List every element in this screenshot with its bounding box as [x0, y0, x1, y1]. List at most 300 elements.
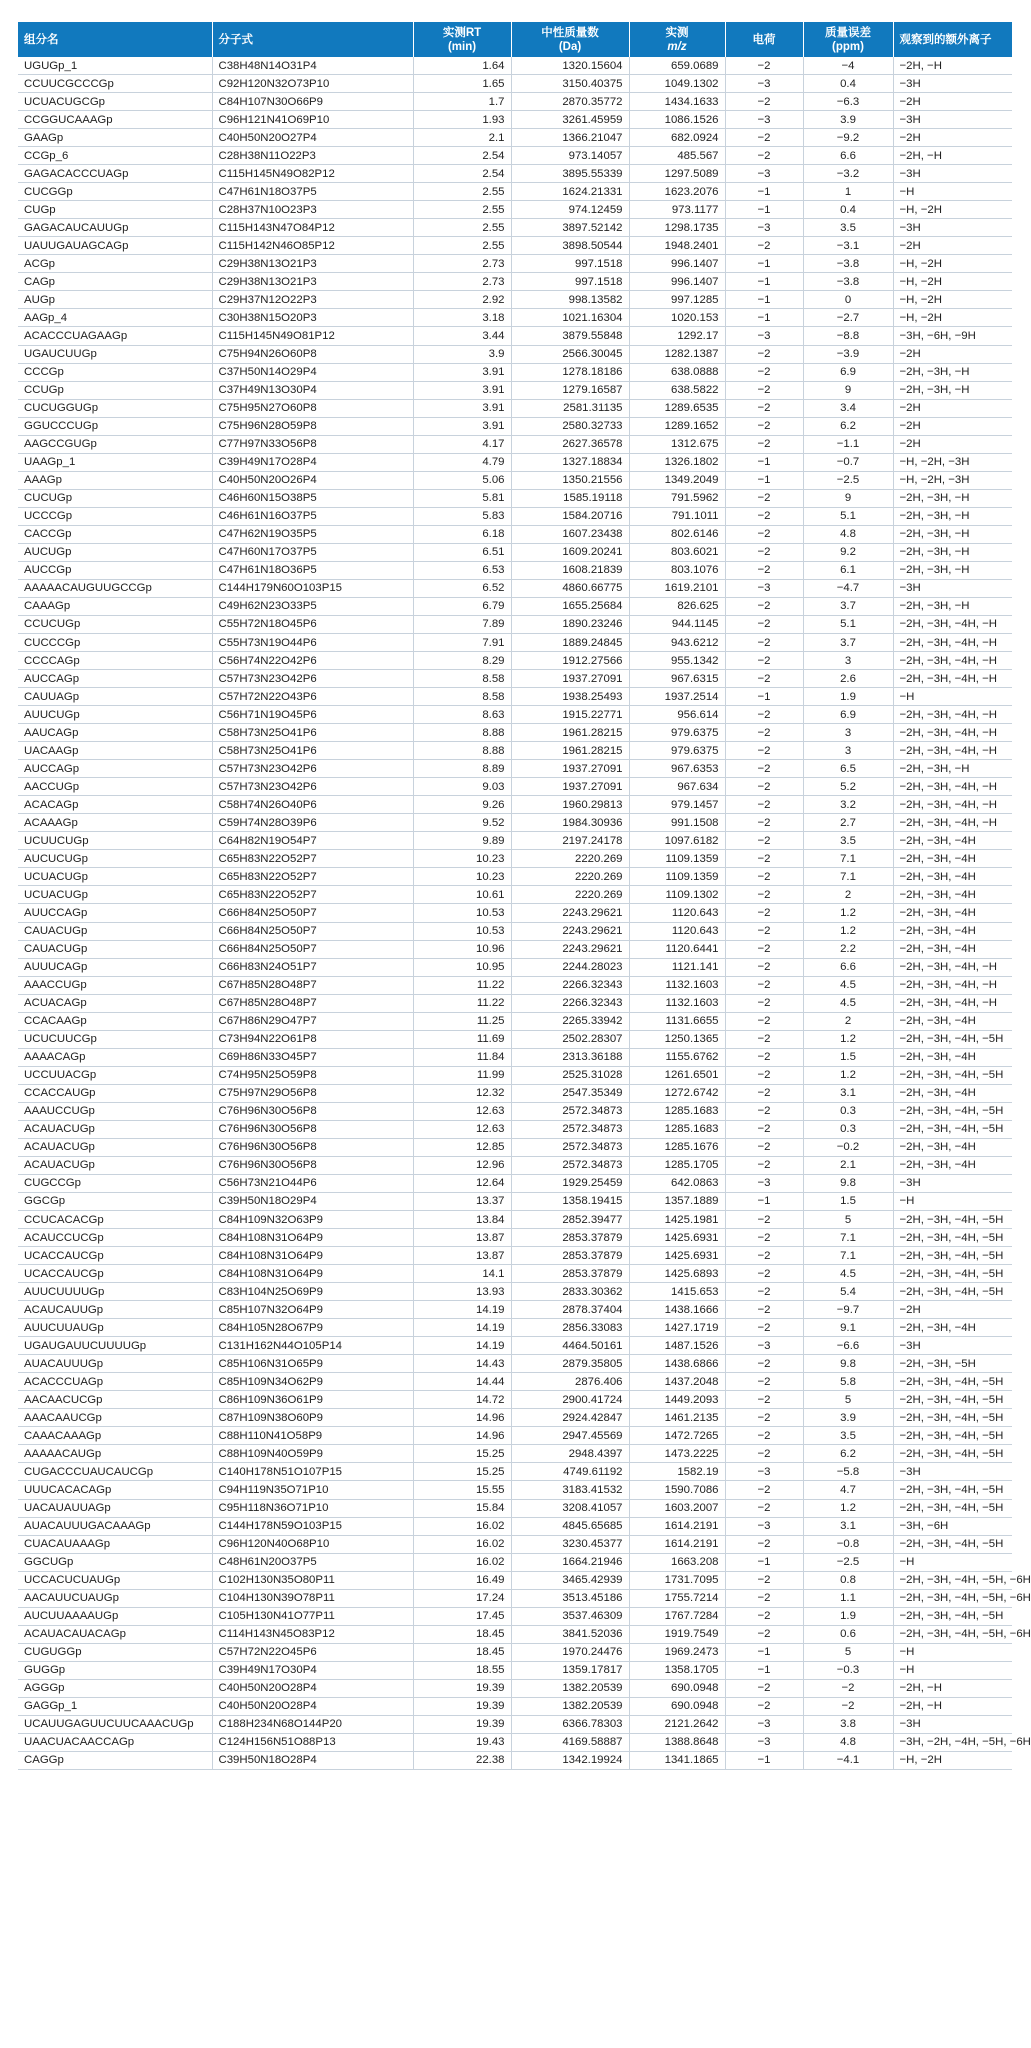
- cell-name: CCACAAGp: [18, 1012, 212, 1030]
- cell-formula: C76H96N30O56P8: [212, 1156, 413, 1174]
- table-row: [18, 1535, 1012, 1553]
- cell-mass: 1358.19415: [511, 1192, 629, 1210]
- cell-charge: −2: [725, 778, 803, 796]
- table-row: [18, 1625, 1012, 1643]
- cell-charge: −3: [725, 579, 803, 597]
- cell-error: 6.2: [803, 1445, 893, 1463]
- cell-mz: 956.614: [629, 706, 725, 724]
- table-row: [18, 1192, 1012, 1210]
- table-row: [18, 309, 1012, 327]
- table-row: [18, 760, 1012, 778]
- cell-formula: C95H118N36O71P10: [212, 1499, 413, 1517]
- cell-mass: 2566.30045: [511, 345, 629, 363]
- cell-charge: −2: [725, 93, 803, 111]
- cell-mz: 1623.2076: [629, 183, 725, 201]
- cell-rt: 1.93: [413, 111, 511, 129]
- cell-error: 1.5: [803, 1192, 893, 1210]
- table-row: [18, 1733, 1012, 1751]
- table-row: [18, 1643, 1012, 1661]
- table-row: [18, 417, 1012, 435]
- cell-mz: 791.5962: [629, 489, 725, 507]
- cell-formula: C76H96N30O56P8: [212, 1138, 413, 1156]
- cell-error: 4.5: [803, 1265, 893, 1283]
- cell-formula: C74H95N25O59P8: [212, 1066, 413, 1084]
- cell-ions: −2H, −3H, −4H, −5H: [893, 1283, 1012, 1301]
- table-row: [18, 165, 1012, 183]
- cell-mz: 1969.2473: [629, 1643, 725, 1661]
- cell-rt: 13.87: [413, 1229, 511, 1247]
- table-row: [18, 489, 1012, 507]
- cell-mz: 1020.153: [629, 309, 725, 327]
- table-row: [18, 1481, 1012, 1499]
- cell-mz: 1109.1359: [629, 850, 725, 868]
- cell-formula: C75H96N28O59P8: [212, 417, 413, 435]
- cell-ions: −2H, −3H, −H: [893, 760, 1012, 778]
- cell-mass: 1889.24845: [511, 634, 629, 652]
- cell-formula: C46H61N16O37P5: [212, 507, 413, 525]
- cell-name: CCCGp: [18, 363, 212, 381]
- cell-mz: 826.625: [629, 597, 725, 615]
- cell-charge: −2: [725, 742, 803, 760]
- cell-formula: C76H96N30O56P8: [212, 1102, 413, 1120]
- cell-formula: C39H49N17O30P4: [212, 1661, 413, 1679]
- table-row: [18, 1174, 1012, 1192]
- cell-mz: 638.0888: [629, 363, 725, 381]
- cell-charge: −2: [725, 1283, 803, 1301]
- cell-mass: 2244.28023: [511, 958, 629, 976]
- cell-error: −0.2: [803, 1138, 893, 1156]
- cell-error: −2.5: [803, 471, 893, 489]
- cell-charge: −2: [725, 940, 803, 958]
- cell-rt: 16.02: [413, 1535, 511, 1553]
- header-row: [18, 22, 1012, 57]
- cell-mz: 1097.6182: [629, 832, 725, 850]
- cell-charge: −2: [725, 561, 803, 579]
- cell-mass: 1342.19924: [511, 1751, 629, 1769]
- cell-rt: 14.19: [413, 1301, 511, 1319]
- cell-ions: −2H, −3H, −4H, −H: [893, 814, 1012, 832]
- cell-ions: −2H, −3H, −4H, −H: [893, 778, 1012, 796]
- cell-ions: −H: [893, 688, 1012, 706]
- cell-mass: 1382.20539: [511, 1679, 629, 1697]
- cell-charge: −2: [725, 147, 803, 165]
- table-row: [18, 1030, 1012, 1048]
- cell-mz: 1438.1666: [629, 1301, 725, 1319]
- cell-mz: 955.1342: [629, 652, 725, 670]
- cell-rt: 11.84: [413, 1048, 511, 1066]
- cell-ions: −2H, −H: [893, 57, 1012, 75]
- cell-rt: 2.55: [413, 237, 511, 255]
- cell-name: AUCUGp: [18, 543, 212, 561]
- cell-mz: 1425.1981: [629, 1211, 725, 1229]
- table-row: [18, 1391, 1012, 1409]
- cell-name: UCCACUCUAUGp: [18, 1571, 212, 1589]
- cell-mass: 3895.55339: [511, 165, 629, 183]
- cell-mass: 1350.21556: [511, 471, 629, 489]
- cell-mz: 1425.6931: [629, 1247, 725, 1265]
- cell-mass: 1021.16304: [511, 309, 629, 327]
- cell-mz: 682.0924: [629, 129, 725, 147]
- cell-mass: 1664.21946: [511, 1553, 629, 1571]
- cell-ions: −H: [893, 183, 1012, 201]
- cell-rt: 19.39: [413, 1697, 511, 1715]
- cell-formula: C65H83N22O52P7: [212, 850, 413, 868]
- cell-charge: −2: [725, 1571, 803, 1589]
- cell-charge: −2: [725, 886, 803, 904]
- cell-error: 0.4: [803, 201, 893, 219]
- cell-rt: 8.63: [413, 706, 511, 724]
- cell-rt: 14.96: [413, 1409, 511, 1427]
- cell-formula: C104H130N39O78P11: [212, 1589, 413, 1607]
- cell-name: GGCGp: [18, 1192, 212, 1210]
- cell-mass: 1937.27091: [511, 670, 629, 688]
- cell-mass: 1585.19118: [511, 489, 629, 507]
- cell-formula: C96H121N41O69P10: [212, 111, 413, 129]
- cell-name: AUCCAGp: [18, 760, 212, 778]
- cell-name: CCUCUGp: [18, 615, 212, 633]
- cell-name: AAGp_4: [18, 309, 212, 327]
- cell-mz: 803.1076: [629, 561, 725, 579]
- cell-error: −2.7: [803, 309, 893, 327]
- cell-ions: −2H, −3H, −4H, −5H, −6H: [893, 1571, 1012, 1589]
- cell-mass: 2581.31135: [511, 399, 629, 417]
- cell-rt: 2.92: [413, 291, 511, 309]
- cell-mz: 979.1457: [629, 796, 725, 814]
- table-row: [18, 111, 1012, 129]
- data-table-container: [18, 22, 1031, 1770]
- table-row: [18, 742, 1012, 760]
- cell-formula: C75H94N26O60P8: [212, 345, 413, 363]
- cell-ions: −2H, −3H, −4H: [893, 922, 1012, 940]
- cell-rt: 15.84: [413, 1499, 511, 1517]
- cell-mz: 967.6315: [629, 670, 725, 688]
- cell-mz: 1427.1719: [629, 1319, 725, 1337]
- cell-ions: −2H, −3H, −4H, −5H: [893, 1102, 1012, 1120]
- cell-ions: −2H: [893, 345, 1012, 363]
- cell-rt: 12.32: [413, 1084, 511, 1102]
- cell-charge: −2: [725, 850, 803, 868]
- cell-mass: 2502.28307: [511, 1030, 629, 1048]
- cell-name: UAUUGAUAGCAGp: [18, 237, 212, 255]
- cell-formula: C66H83N24O51P7: [212, 958, 413, 976]
- cell-name: AUUCUUAUGp: [18, 1319, 212, 1337]
- cell-ions: −2H, −3H, −4H, −H: [893, 742, 1012, 760]
- cell-name: GAGGp_1: [18, 1697, 212, 1715]
- cell-error: −9.2: [803, 129, 893, 147]
- cell-rt: 6.52: [413, 579, 511, 597]
- cell-name: ACAUACAUACAGp: [18, 1625, 212, 1643]
- cell-mass: 6366.78303: [511, 1715, 629, 1733]
- cell-mass: 2852.39477: [511, 1211, 629, 1229]
- cell-formula: C28H37N10O23P3: [212, 201, 413, 219]
- cell-charge: −2: [725, 958, 803, 976]
- header-error: 质量误差 (ppm): [803, 22, 893, 57]
- cell-formula: C47H61N18O36P5: [212, 561, 413, 579]
- cell-formula: C38H48N14O31P4: [212, 57, 413, 75]
- cell-error: 4.7: [803, 1481, 893, 1499]
- cell-mass: 4860.66775: [511, 579, 629, 597]
- cell-formula: C65H83N22O52P7: [212, 868, 413, 886]
- cell-error: −6.3: [803, 93, 893, 111]
- cell-mz: 1289.1652: [629, 417, 725, 435]
- cell-ions: −2H, −3H, −4H: [893, 886, 1012, 904]
- cell-ions: −2H: [893, 435, 1012, 453]
- cell-ions: −3H: [893, 75, 1012, 93]
- table-row: [18, 796, 1012, 814]
- table-row: [18, 1048, 1012, 1066]
- cell-ions: −2H, −3H, −4H, −5H: [893, 1445, 1012, 1463]
- cell-error: 2.6: [803, 670, 893, 688]
- table-row: [18, 1499, 1012, 1517]
- table-row: [18, 940, 1012, 958]
- cell-name: UCUUCUGp: [18, 832, 212, 850]
- cell-charge: −2: [725, 1156, 803, 1174]
- cell-charge: −1: [725, 1643, 803, 1661]
- cell-rt: 2.54: [413, 165, 511, 183]
- cell-ions: −2H, −3H, −4H, −5H: [893, 1607, 1012, 1625]
- cell-charge: −2: [725, 994, 803, 1012]
- cell-rt: 4.17: [413, 435, 511, 453]
- cell-mass: 973.14057: [511, 147, 629, 165]
- cell-rt: 6.18: [413, 525, 511, 543]
- table-row: [18, 886, 1012, 904]
- cell-name: GUGGp: [18, 1661, 212, 1679]
- cell-error: 3: [803, 652, 893, 670]
- cell-rt: 4.79: [413, 453, 511, 471]
- cell-error: 1.2: [803, 904, 893, 922]
- cell-mass: 997.1518: [511, 273, 629, 291]
- cell-rt: 3.9: [413, 345, 511, 363]
- cell-mz: 1285.1705: [629, 1156, 725, 1174]
- cell-charge: −2: [725, 1373, 803, 1391]
- cell-ions: −2H, −3H, −4H: [893, 832, 1012, 850]
- cell-ions: −2H, −3H, −4H, −5H: [893, 1535, 1012, 1553]
- cell-ions: −2H, −3H, −H: [893, 597, 1012, 615]
- cell-formula: C115H143N47O84P12: [212, 219, 413, 237]
- cell-mz: 690.0948: [629, 1679, 725, 1697]
- table-row: [18, 1102, 1012, 1120]
- cell-ions: −H, −2H, −3H: [893, 471, 1012, 489]
- header-rt: 实测RT (min): [413, 22, 511, 57]
- cell-mz: 1109.1359: [629, 868, 725, 886]
- cell-charge: −2: [725, 814, 803, 832]
- table-row: [18, 57, 1012, 75]
- cell-ions: −2H, −H: [893, 1697, 1012, 1715]
- cell-charge: −3: [725, 1517, 803, 1535]
- cell-error: 3.9: [803, 111, 893, 129]
- cell-error: 3.7: [803, 597, 893, 615]
- cell-charge: −2: [725, 652, 803, 670]
- cell-rt: 14.19: [413, 1337, 511, 1355]
- cell-name: AGGGp: [18, 1679, 212, 1697]
- cell-name: CUCUGp: [18, 489, 212, 507]
- cell-mz: 1326.1802: [629, 453, 725, 471]
- cell-charge: −2: [725, 1535, 803, 1553]
- cell-error: 6.5: [803, 760, 893, 778]
- cell-formula: C84H108N31O64P9: [212, 1265, 413, 1283]
- table-row: [18, 724, 1012, 742]
- cell-formula: C58H73N25O41P6: [212, 724, 413, 742]
- cell-charge: −3: [725, 1463, 803, 1481]
- cell-name: AAACCUGp: [18, 976, 212, 994]
- cell-rt: 13.87: [413, 1247, 511, 1265]
- table-row: [18, 543, 1012, 561]
- cell-mz: 1109.1302: [629, 886, 725, 904]
- cell-error: 9.8: [803, 1174, 893, 1192]
- cell-name: AUCUUAAAAUGp: [18, 1607, 212, 1625]
- table-row: [18, 201, 1012, 219]
- cell-mz: 1434.1633: [629, 93, 725, 111]
- cell-error: 1.9: [803, 688, 893, 706]
- cell-mz: 979.6375: [629, 742, 725, 760]
- cell-rt: 11.25: [413, 1012, 511, 1030]
- cell-error: −2: [803, 1697, 893, 1715]
- cell-charge: −1: [725, 688, 803, 706]
- cell-name: CAGGp: [18, 1751, 212, 1769]
- cell-mass: 3230.45377: [511, 1535, 629, 1553]
- cell-mz: 1473.2225: [629, 1445, 725, 1463]
- cell-formula: C65H83N22O52P7: [212, 886, 413, 904]
- table-row: [18, 1283, 1012, 1301]
- cell-charge: −2: [725, 868, 803, 886]
- cell-name: CUGACCCUAUCAUCGp: [18, 1463, 212, 1481]
- cell-formula: C75H97N29O56P8: [212, 1084, 413, 1102]
- table-body: [18, 57, 1031, 1769]
- cell-rt: 14.44: [413, 1373, 511, 1391]
- table-row: [18, 471, 1012, 489]
- cell-mz: 996.1407: [629, 273, 725, 291]
- cell-name: ACGp: [18, 255, 212, 273]
- cell-formula: C56H73N21O44P6: [212, 1174, 413, 1192]
- cell-ions: −2H, −3H, −4H, −H: [893, 724, 1012, 742]
- table-row: [18, 183, 1012, 201]
- cell-error: −2: [803, 1679, 893, 1697]
- cell-rt: 18.45: [413, 1643, 511, 1661]
- cell-ions: −2H: [893, 399, 1012, 417]
- cell-name: AUUCUUUUGp: [18, 1283, 212, 1301]
- cell-formula: C40H50N20O26P4: [212, 471, 413, 489]
- cell-mass: 2525.31028: [511, 1066, 629, 1084]
- cell-rt: 19.39: [413, 1679, 511, 1697]
- cell-rt: 6.51: [413, 543, 511, 561]
- table-row: [18, 832, 1012, 850]
- cell-name: GAGACACCCUAGp: [18, 165, 212, 183]
- cell-error: 5: [803, 1391, 893, 1409]
- cell-formula: C67H85N28O48P7: [212, 994, 413, 1012]
- cell-rt: 11.22: [413, 976, 511, 994]
- cell-error: 0.6: [803, 1625, 893, 1643]
- cell-mass: 2220.269: [511, 850, 629, 868]
- cell-mz: 1472.7265: [629, 1427, 725, 1445]
- oligonucleotide-table: [18, 22, 1031, 1770]
- cell-ions: −H, −2H: [893, 309, 1012, 327]
- cell-mz: 791.1011: [629, 507, 725, 525]
- cell-mz: 1590.7086: [629, 1481, 725, 1499]
- cell-mz: 1619.2101: [629, 579, 725, 597]
- cell-rt: 15.25: [413, 1463, 511, 1481]
- cell-mass: 2572.34873: [511, 1138, 629, 1156]
- table-row: [18, 994, 1012, 1012]
- cell-name: AAAGp: [18, 471, 212, 489]
- cell-charge: −2: [725, 1012, 803, 1030]
- cell-formula: C56H71N19O45P6: [212, 706, 413, 724]
- header-ions: 观察到的额外离子: [893, 22, 1012, 57]
- cell-ions: −2H, −3H, −4H: [893, 904, 1012, 922]
- cell-mz: 1120.6441: [629, 940, 725, 958]
- cell-mass: 4464.50161: [511, 1337, 629, 1355]
- cell-charge: −1: [725, 273, 803, 291]
- table-row: [18, 327, 1012, 345]
- cell-mass: 1624.21331: [511, 183, 629, 201]
- cell-error: 6.6: [803, 958, 893, 976]
- cell-charge: −2: [725, 832, 803, 850]
- cell-mass: 2572.34873: [511, 1102, 629, 1120]
- table-row: [18, 1301, 1012, 1319]
- cell-mass: 3841.52036: [511, 1625, 629, 1643]
- cell-mass: 1929.25459: [511, 1174, 629, 1192]
- cell-error: 2.1: [803, 1156, 893, 1174]
- table-row: [18, 1517, 1012, 1535]
- table-row: [18, 453, 1012, 471]
- cell-name: CAAACAAAGp: [18, 1427, 212, 1445]
- cell-rt: 10.23: [413, 868, 511, 886]
- cell-formula: C85H107N32O64P9: [212, 1301, 413, 1319]
- cell-ions: −2H, −3H, −4H, −5H, −6H: [893, 1589, 1012, 1607]
- cell-formula: C57H73N23O42P6: [212, 778, 413, 796]
- table-row: [18, 615, 1012, 633]
- table-row: [18, 850, 1012, 868]
- cell-rt: 19.39: [413, 1715, 511, 1733]
- cell-mz: 1919.7549: [629, 1625, 725, 1643]
- cell-name: GGUCCCUGp: [18, 417, 212, 435]
- cell-charge: −1: [725, 471, 803, 489]
- cell-ions: −2H, −3H, −4H, −H: [893, 994, 1012, 1012]
- cell-name: AAGCCGUGp: [18, 435, 212, 453]
- cell-charge: −2: [725, 1247, 803, 1265]
- cell-rt: 2.55: [413, 219, 511, 237]
- cell-charge: −3: [725, 1174, 803, 1192]
- cell-name: CUGUGGp: [18, 1643, 212, 1661]
- table-row: [18, 75, 1012, 93]
- cell-ions: −3H: [893, 111, 1012, 129]
- cell-mz: 1438.6866: [629, 1355, 725, 1373]
- cell-error: −4.7: [803, 579, 893, 597]
- cell-charge: −3: [725, 327, 803, 345]
- cell-ions: −2H, −3H, −4H, −5H: [893, 1481, 1012, 1499]
- cell-name: UAAGp_1: [18, 453, 212, 471]
- table-row: [18, 1138, 1012, 1156]
- cell-formula: C47H60N17O37P5: [212, 543, 413, 561]
- cell-mz: 1349.2049: [629, 471, 725, 489]
- table-row: [18, 778, 1012, 796]
- cell-ions: −2H, −3H, −4H: [893, 850, 1012, 868]
- table-row: [18, 1589, 1012, 1607]
- table-row: [18, 1553, 1012, 1571]
- cell-formula: C88H110N41O58P9: [212, 1427, 413, 1445]
- cell-mz: 1049.1302: [629, 75, 725, 93]
- cell-mass: 2265.33942: [511, 1012, 629, 1030]
- cell-mass: 1366.21047: [511, 129, 629, 147]
- cell-error: −4: [803, 57, 893, 75]
- cell-rt: 3.18: [413, 309, 511, 327]
- cell-mass: 1915.22771: [511, 706, 629, 724]
- cell-ions: −H: [893, 1192, 1012, 1210]
- cell-ions: −H, −2H, −3H: [893, 453, 1012, 471]
- cell-name: CCUUCGCCCGp: [18, 75, 212, 93]
- cell-rt: 12.63: [413, 1120, 511, 1138]
- cell-mz: 1285.1683: [629, 1102, 725, 1120]
- cell-formula: C115H142N46O85P12: [212, 237, 413, 255]
